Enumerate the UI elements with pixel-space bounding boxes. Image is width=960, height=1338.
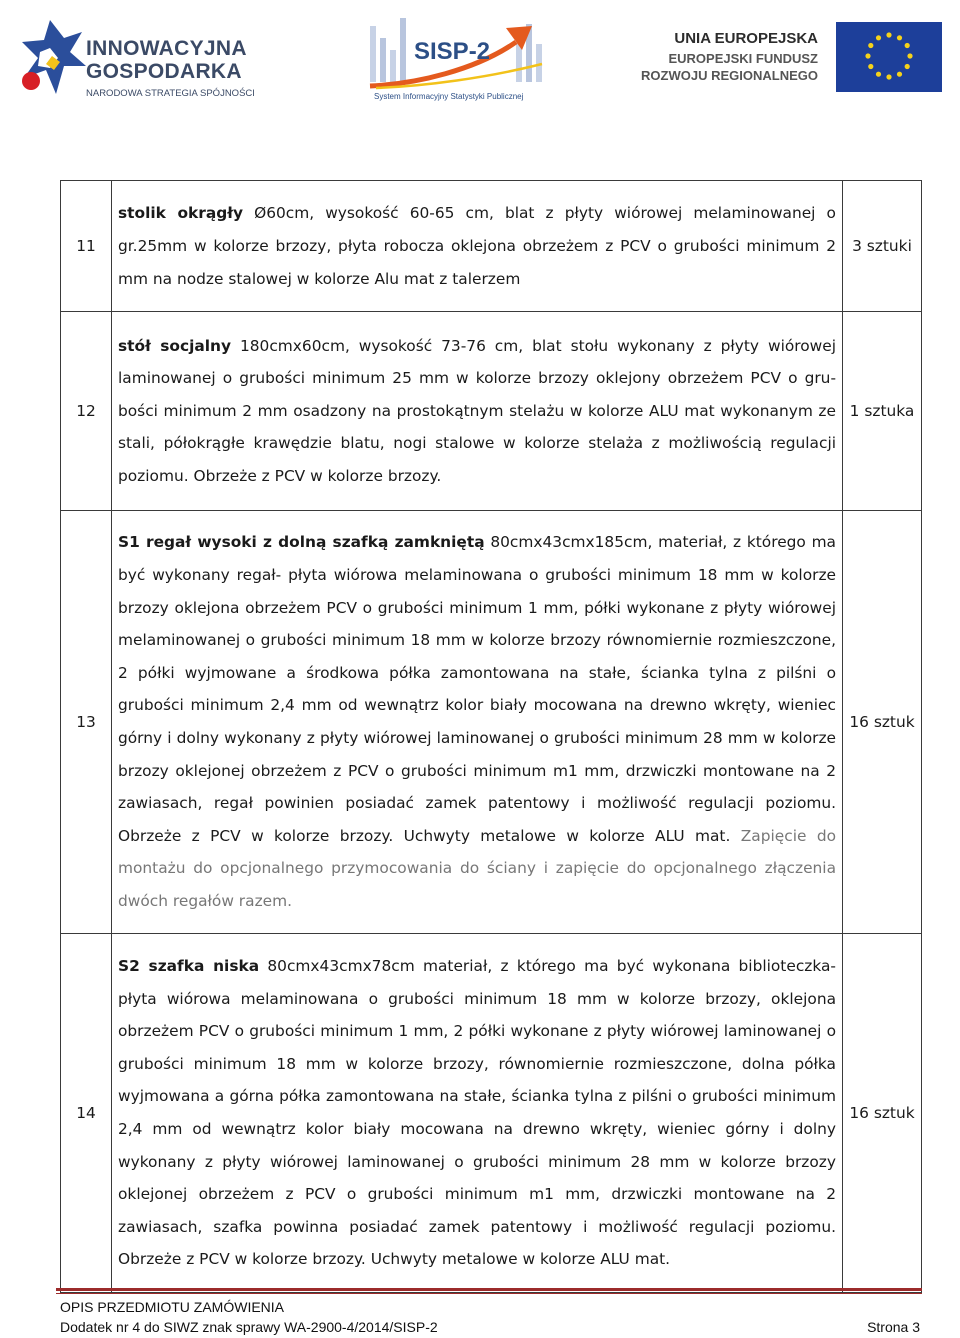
ig-line1: INNOWACYJNA [86, 37, 247, 60]
row-quantity: 16 sztuk [843, 934, 922, 1293]
row-description [112, 181, 843, 312]
innowacyjna-gospodarka-logo [20, 18, 260, 98]
item-title: stolik okrągły [118, 203, 243, 222]
row-description [112, 511, 843, 934]
sisp-subtitle: System Informacyjny Statystyki Publicznej [374, 92, 524, 101]
footer-reference: Dodatek nr 4 do SIWZ znak sprawy WA-2900-4/2014/SISP-2 [60, 1319, 438, 1335]
table-row [61, 934, 922, 1293]
ig-line3: NARODOWA STRATEGIA SPÓJNOŚCI [86, 88, 255, 99]
page-number: Strona 3 [867, 1319, 920, 1335]
eu-line1: UNIA EUROPEJSKA [674, 30, 818, 47]
item-title: S2 szafka niska [118, 957, 260, 976]
row-number: 12 [61, 312, 112, 511]
item-title: stół socjalny [118, 336, 232, 355]
table-row [61, 312, 922, 511]
header-logos [0, 0, 960, 110]
eu-logo [641, 22, 942, 92]
row-number: 13 [61, 511, 112, 934]
item-text: 80cmx43cmx185cm, materiał, z którego ma być wykonany regał- płyta wiórowa melaminowana o grubości minimum 18 mm w kolorze brzozy oklejona obrzeżem PCV o grubości minimum 1 mm, półki wykonane z płyty wiórowej melaminowanej o grubości minimum 18 mm w kolorze brzozy równomiernie rozmieszczone, 2 półki wyjmowane a środkowa półka zamontowana na stałe, ścianka tylna z pilśni o grubości minimum 2,4 mm od wewnątrz kolor biały mocowana na drewno wkręty, wieniec górny i dolny wykonany z płyty wiórowej laminowanej o grubości minimum 28 mm w kolorze brzozy oklejonej obrzeżem z PCV o grubości minimum m1 mm, drzwiczki montowane na 2 zawiasach, regał powinien posiadać zamek patentowy i możliwość regulacji poziomu. Obrzeże z PCV w kolorze brzozy. Uchwyty metalowe w kolorze ALU mat. [118, 533, 836, 845]
sisp-2-logo [366, 8, 556, 102]
row-description [112, 312, 843, 511]
table-row [61, 181, 922, 312]
item-text: 80cmx43cmx78cm materiał, z którego ma być wykonana biblioteczka- płyta wiórowa melaminowana o grubości minimum 18 mm w kolorze brzozy, oklejona obrzeżem PCV o grubości minimum 1 mm, 2 półki wykonane z płyty wiórowej laminowanej o grubości minimum 18 mm w kolorze brzozy, równomiernie rozmieszczone, dolna półka wyjmowana a górna półka zamontowana na stałe, ścianka tylna z pilśni o grubości minimum 2,4 mm od wewnątrz kolor biały mocowana na drewno wkręty, wieniec górny i dolny wykonany z płyty wiórowej laminowanej o grubości minimum 28 mm w kolorze brzozy oklejonej obrzeżem z PCV o grubości minimum m1 mm, drzwiczki montowane na 2 zawiasach, szafka powinna posiadać zamek patentowy i możliwość regulacji poziomu. Obrzeże z PCV w kolorze brzozy. Uchwyty metalowe w kolorze ALU mat. [118, 957, 836, 1269]
specification-table [60, 180, 922, 1293]
item-text: 180cmx60cm, wysokość 73-76 cm, blat stołu wykonany z płyty wiórowej laminowanej o grubości minimum 25 mm w kolorze brzozy oklejony obrzeżem PCV o grubości minimum 2 mm osadzony na prostokątnym stelażu w kolorze ALU mat wykonanym ze stali, półokrągłe krawędzie blatu, nogi stalowe w kolorze stelaża z możliwością regulacji poziomu. Obrzeże z PCV w kolorze brzozy. [118, 336, 836, 485]
eu-line3: ROZWOJU REGIONALNEGO [641, 68, 818, 83]
footer-title: OPIS PRZEDMIOTU ZAMÓWIENIA [60, 1299, 285, 1315]
row-number: 14 [61, 934, 112, 1293]
row-number: 11 [61, 181, 112, 312]
ig-line2: GOSPODARKA [86, 60, 242, 83]
eu-line2: EUROPEJSKI FUNDUSZ [668, 51, 818, 66]
item-note: Zapięcie do montażu do opcjonalnego przymocowania do ściany i zapięcie do opcjonalnego złączenia dwóch regałów razem. [118, 826, 837, 910]
table-row [61, 511, 922, 934]
footer-rule [56, 1288, 922, 1291]
row-quantity: 3 sztuki [843, 181, 922, 312]
footer-rule-thin [56, 1293, 922, 1294]
ig-star-icon [20, 18, 88, 96]
row-description [112, 934, 843, 1293]
sisp-name: SISP-2 [414, 38, 491, 65]
row-quantity: 16 sztuk [843, 511, 922, 934]
item-title: S1 regał wysoki z dolną szafką zamkniętą [118, 533, 485, 552]
item-text: Ø60cm, wysokość 60-65 cm, blat z płyty wiórowej melaminowanej o gr.25mm w kolorze brzozy, płyta robocza oklejona obrzeżem z PCV o grubości minimum 2 mm na nodze stalowej w kolorze Alu mat z talerzem [118, 203, 836, 288]
row-quantity: 1 sztuka [843, 312, 922, 511]
eu-flag-icon [836, 22, 942, 92]
